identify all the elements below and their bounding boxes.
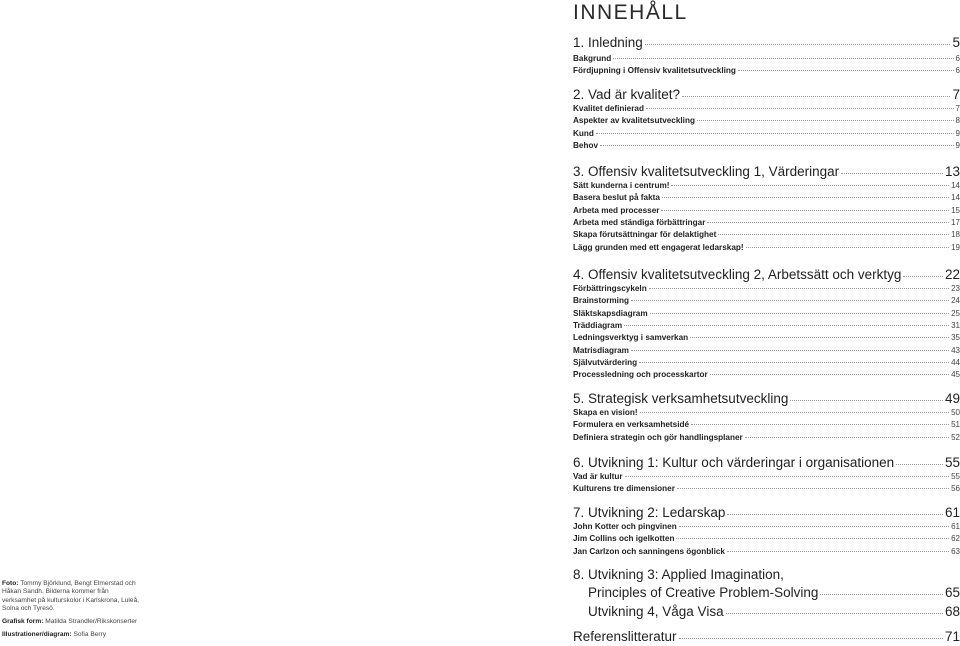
toc-subentry[interactable] bbox=[573, 181, 960, 193]
toc-chapter-page: 13 bbox=[944, 164, 960, 179]
toc-subentry-label: Matrisdiagram bbox=[573, 345, 629, 355]
toc-chapter[interactable] bbox=[573, 87, 960, 104]
toc-subentry[interactable] bbox=[573, 534, 960, 546]
dot-leader bbox=[631, 300, 949, 301]
credit-photo: Foto: Tommy Björklund, Bengt Elmerstad och Håkan Sandh. Bilderna kommer från verksamhet på kulturskolor i Karlskrona, Luleå, Solna och Tyresö. bbox=[2, 580, 140, 612]
dot-leader bbox=[661, 210, 949, 211]
toc-subentry-label: Bakgrund bbox=[573, 54, 612, 63]
toc-subentry-label: Arbeta med processer bbox=[573, 205, 660, 215]
toc-chapter[interactable] bbox=[573, 391, 960, 408]
toc-subentry-label: Skapa förutsättningar för delaktighet bbox=[573, 230, 717, 240]
toc-subentry[interactable] bbox=[573, 243, 960, 255]
toc-subentry[interactable] bbox=[573, 472, 960, 484]
toc-subentry-page: 14 bbox=[951, 193, 960, 203]
toc-subentry[interactable] bbox=[573, 370, 960, 382]
dot-leader bbox=[790, 400, 943, 401]
toc-subentry-label: Definiera strategin och gör handlingsplaner bbox=[573, 432, 743, 442]
toc-subentry-label: Kvalitet definierad bbox=[573, 104, 644, 113]
toc-subentry-page: 17 bbox=[951, 218, 960, 228]
toc-subentry[interactable] bbox=[573, 66, 960, 78]
toc-chapter-label: 2. Vad är kvalitet? bbox=[573, 87, 681, 102]
toc-chapter-page: 61 bbox=[944, 505, 960, 520]
toc-subentry-page: 9 bbox=[955, 141, 960, 151]
dot-leader bbox=[745, 437, 949, 438]
toc-chapter-page: 22 bbox=[944, 267, 960, 282]
credit-design: Grafisk form: Matilda Strandler/Rikskonserter bbox=[2, 618, 138, 626]
toc-subentry[interactable] bbox=[573, 141, 960, 153]
toc-chapter-label: Principles of Creative Problem-Solving bbox=[588, 585, 819, 600]
toc-subentry[interactable] bbox=[573, 309, 960, 321]
toc-subentry-page: 14 bbox=[951, 181, 960, 190]
toc-subentry[interactable] bbox=[573, 230, 960, 242]
toc-subentry[interactable] bbox=[573, 522, 960, 534]
toc-chapter-page: 7 bbox=[952, 87, 960, 102]
toc-subentry[interactable] bbox=[573, 321, 960, 333]
dot-leader bbox=[727, 514, 943, 515]
toc-subentry-page: 31 bbox=[951, 321, 960, 331]
dot-leader bbox=[646, 108, 954, 109]
dot-leader bbox=[624, 325, 949, 326]
toc-subentry[interactable] bbox=[573, 193, 960, 205]
dot-leader bbox=[600, 145, 954, 146]
dot-leader bbox=[650, 313, 949, 314]
dot-leader bbox=[726, 613, 943, 614]
dot-leader bbox=[679, 526, 949, 527]
toc-subentry-label: Förbättringscykeln bbox=[573, 284, 647, 293]
toc-chapter[interactable] bbox=[573, 505, 960, 522]
toc-subentry-label: Träddiagram bbox=[573, 321, 623, 331]
toc-subentry[interactable] bbox=[573, 54, 960, 66]
toc-chapter[interactable] bbox=[573, 629, 960, 646]
dot-leader bbox=[896, 464, 943, 465]
dot-leader bbox=[662, 197, 949, 198]
dot-leader bbox=[649, 288, 949, 289]
toc-subentry[interactable] bbox=[573, 358, 960, 370]
dot-leader bbox=[707, 222, 949, 223]
toc-subentry-label: Självutvärdering bbox=[573, 358, 638, 368]
page-title: INNEHÅLL bbox=[573, 1, 688, 24]
dot-leader bbox=[738, 70, 954, 71]
toc-chapter-label: 3. Offensiv kvalitetsutveckling 1, Värderingar bbox=[573, 164, 840, 179]
toc-chapter-page: 49 bbox=[944, 391, 960, 406]
toc-subentry-page: 43 bbox=[951, 345, 960, 355]
toc-subentry-page: 18 bbox=[951, 230, 960, 240]
toc-subentry-label: Kulturens tre dimensioner bbox=[573, 484, 675, 494]
toc-subentry[interactable] bbox=[573, 218, 960, 230]
dot-leader bbox=[677, 488, 949, 489]
toc-subentry-page: 19 bbox=[951, 242, 960, 252]
toc-subentry-label: Basera beslut på fakta bbox=[573, 193, 660, 203]
toc-subentry-label: Kund bbox=[573, 128, 594, 138]
toc-chapter-label: 7. Utvikning 2: Ledarskap bbox=[573, 505, 726, 520]
dot-leader bbox=[691, 424, 949, 425]
toc-subentry-page: 56 bbox=[951, 484, 960, 494]
toc-subentry-page: 35 bbox=[951, 333, 960, 343]
dot-leader bbox=[679, 638, 943, 639]
toc-chapter-label: 1. Inledning bbox=[573, 35, 643, 50]
toc-subentry-label: Formulera en verksamhetsidé bbox=[573, 420, 690, 430]
toc-chapter[interactable] bbox=[573, 35, 960, 52]
toc-subentry-label: Arbeta med ständiga förbättringar bbox=[573, 218, 706, 228]
toc-subentry-page: 61 bbox=[951, 522, 960, 531]
toc-subentry-page: 7 bbox=[955, 104, 960, 113]
toc-subentry-label: Aspekter av kvalitetsutveckling bbox=[573, 116, 695, 126]
dot-leader bbox=[596, 133, 954, 134]
toc-subentry-label: Vad är kultur bbox=[573, 472, 623, 481]
toc-subentry-label: Släktskapsdiagram bbox=[573, 308, 648, 318]
toc-subentry[interactable] bbox=[573, 129, 960, 141]
toc-chapter[interactable] bbox=[573, 267, 960, 284]
dot-leader bbox=[625, 476, 949, 477]
toc-subentry-page: 62 bbox=[951, 534, 960, 544]
dot-leader bbox=[640, 412, 949, 413]
toc-subentry-label: Lägg grunden med ett engagerat ledarskap! bbox=[573, 242, 744, 252]
dot-leader bbox=[903, 276, 943, 277]
dot-leader bbox=[718, 234, 949, 235]
toc-subentry-page: 6 bbox=[955, 66, 960, 76]
dot-leader bbox=[682, 96, 950, 97]
dot-leader bbox=[639, 362, 949, 363]
dot-leader bbox=[746, 247, 949, 248]
dot-leader bbox=[820, 594, 943, 595]
toc-subentry-label: John Kotter och pingvinen bbox=[573, 522, 677, 531]
toc-chapter-label: 8. Utvikning 3: Applied Imagination, bbox=[573, 567, 784, 582]
toc-chapter-page: 71 bbox=[944, 629, 960, 644]
toc-subentry-page: 52 bbox=[951, 432, 960, 442]
toc-subentry[interactable] bbox=[573, 420, 960, 432]
toc-subentry-label: Brainstorming bbox=[573, 296, 629, 306]
toc-chapter[interactable] bbox=[573, 164, 960, 181]
toc-subentry[interactable] bbox=[573, 408, 960, 420]
credits bbox=[2, 580, 142, 645]
dot-leader bbox=[710, 374, 949, 375]
toc-subentry[interactable] bbox=[573, 296, 960, 308]
toc-subentry-page: 8 bbox=[955, 116, 960, 126]
toc-subentry-page: 44 bbox=[951, 358, 960, 368]
toc-chapter-page: 55 bbox=[944, 455, 960, 470]
dot-leader bbox=[671, 185, 949, 186]
toc-subentry-label: Jan Carlzon och sanningens ögonblick bbox=[573, 546, 725, 556]
dot-leader bbox=[645, 44, 951, 45]
toc-subentry-page: 50 bbox=[951, 408, 960, 417]
toc-subentry-label: Sätt kunderna i centrum! bbox=[573, 181, 670, 190]
toc-subentry[interactable] bbox=[573, 116, 960, 128]
dot-leader bbox=[631, 350, 949, 351]
toc-chapter[interactable] bbox=[588, 604, 960, 621]
toc-subentry[interactable] bbox=[573, 433, 960, 445]
toc-chapter-label: Referenslitteratur bbox=[573, 629, 677, 644]
toc-subentry-label: Processledning och processkartor bbox=[573, 370, 708, 380]
toc-subentry[interactable] bbox=[573, 206, 960, 218]
toc-subentry-page: 24 bbox=[951, 296, 960, 306]
dot-leader bbox=[676, 538, 949, 539]
toc-subentry-label: Jim Collins och igelkotten bbox=[573, 534, 675, 544]
toc-chapter-label: Utvikning 4, Våga Visa bbox=[588, 604, 724, 619]
toc-subentry[interactable] bbox=[573, 346, 960, 358]
toc-subentry-page: 15 bbox=[951, 205, 960, 215]
toc-subentry[interactable] bbox=[573, 284, 960, 296]
toc-chapter-page: 5 bbox=[952, 35, 960, 50]
toc-chapter[interactable] bbox=[573, 455, 960, 472]
toc-subentry-label: Fördjupning i Offensiv kvalitetsutveckling bbox=[573, 66, 736, 76]
dot-leader bbox=[697, 120, 954, 121]
credit-illustrations: Illustrationer/diagram: Sofia Berry bbox=[2, 631, 107, 639]
toc-chapter-page: 65 bbox=[944, 585, 960, 600]
toc-subentry[interactable] bbox=[573, 484, 960, 496]
dot-leader bbox=[841, 173, 943, 174]
toc-chapter-label: 5. Strategisk verksamhetsutveckling bbox=[573, 391, 789, 406]
toc-subentry-page: 63 bbox=[951, 546, 960, 556]
toc-subentry-page: 25 bbox=[951, 308, 960, 318]
toc-subentry-page: 6 bbox=[955, 54, 960, 63]
toc-subentry-page: 45 bbox=[951, 370, 960, 380]
dot-leader bbox=[727, 551, 949, 552]
toc-subentry[interactable] bbox=[573, 104, 960, 116]
toc-chapter-8-line2[interactable] bbox=[588, 585, 960, 602]
toc-chapter-8-line1[interactable] bbox=[573, 567, 960, 584]
dot-leader bbox=[613, 58, 953, 59]
toc-subentry-label: Behov bbox=[573, 141, 599, 151]
toc-chapter-page: 68 bbox=[944, 604, 960, 619]
toc-subentry-page: 55 bbox=[951, 472, 960, 481]
toc-subentry-label: Skapa en vision! bbox=[573, 408, 638, 417]
toc-subentry-page: 51 bbox=[951, 420, 960, 430]
dot-leader bbox=[690, 337, 949, 338]
toc-chapter-label: 6. Utvikning 1: Kultur och värderingar i organisationen bbox=[573, 455, 895, 470]
toc-subentry[interactable] bbox=[573, 333, 960, 345]
toc-subentry-page: 23 bbox=[951, 284, 960, 293]
toc-subentry-page: 9 bbox=[955, 128, 960, 138]
toc-subentry[interactable] bbox=[573, 547, 960, 559]
toc-chapter-label: 4. Offensiv kvalitetsutveckling 2, Arbetssätt och verktyg bbox=[573, 267, 902, 282]
toc-subentry-label: Ledningsverktyg i samverkan bbox=[573, 333, 689, 343]
